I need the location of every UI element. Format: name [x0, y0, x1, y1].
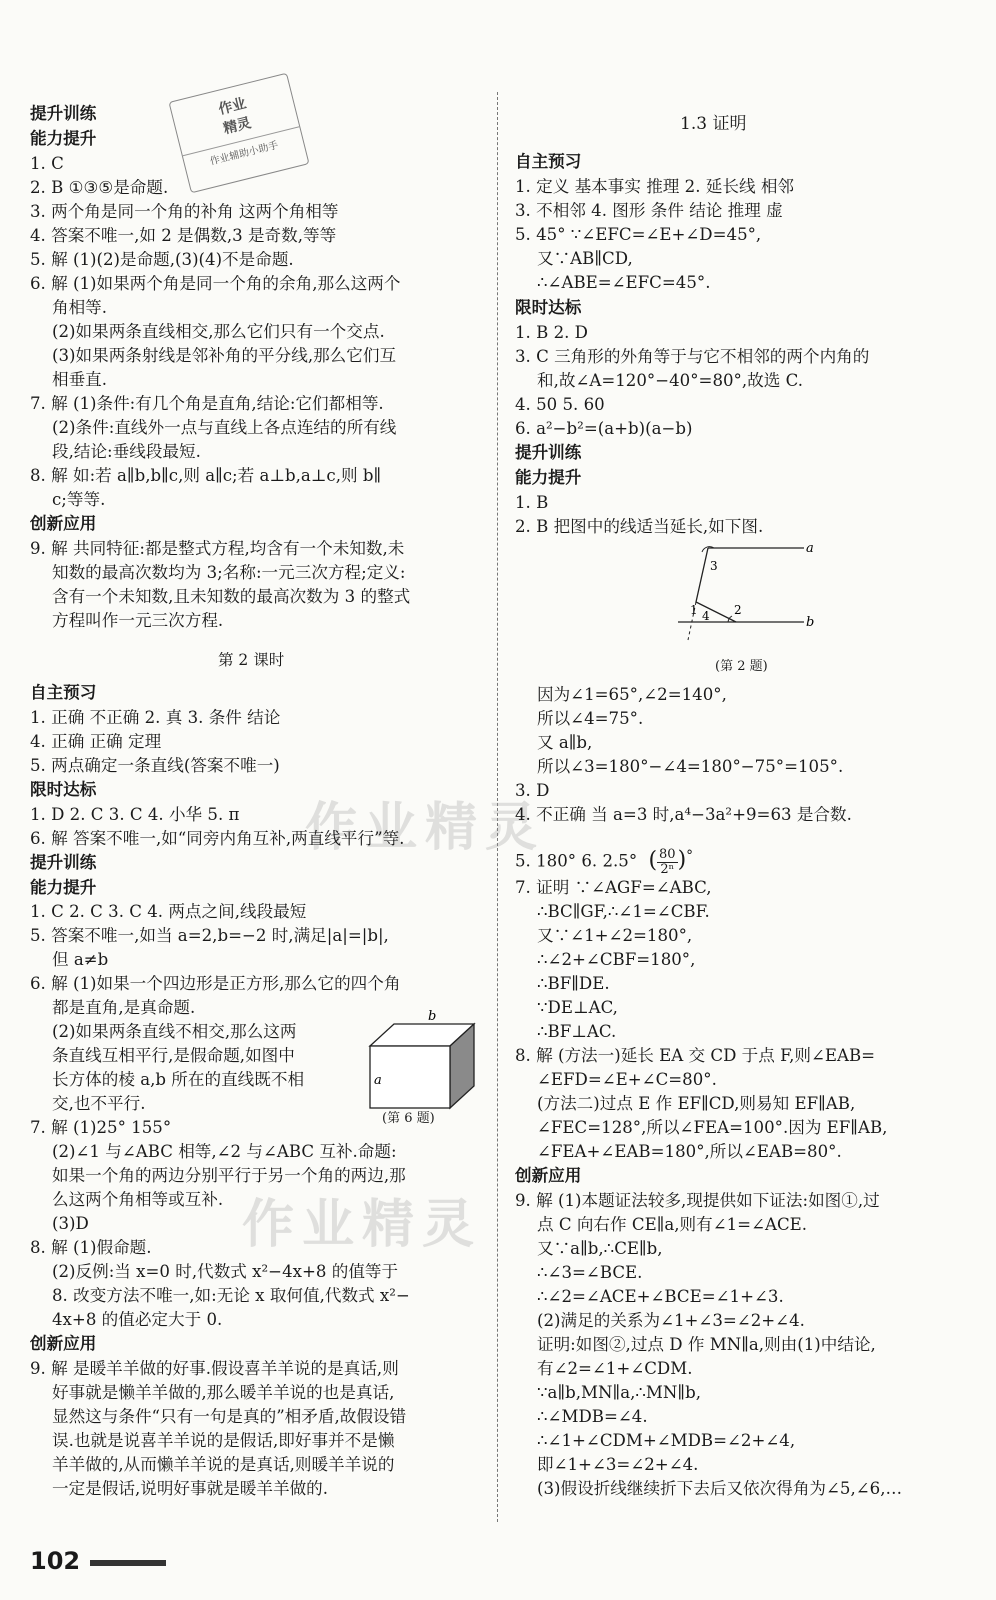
- answer-line: 知数的最高次数均为 3;名称:一元三次方程;定义:: [52, 563, 406, 582]
- fig2-label-a: a: [806, 541, 814, 556]
- answer-line: 1. C: [30, 154, 64, 173]
- answer-line: ∵DE⊥AC,: [537, 998, 618, 1017]
- answer-line: (方法二)过点 E 作 EF∥CD,则易知 EF∥AB,: [537, 1094, 856, 1113]
- answer-line: ∵a∥b,MN∥a,∴MN∥b,: [537, 1383, 701, 1402]
- answer-line: 3. 两个角是同一个角的补角 这两个角相等: [30, 202, 339, 221]
- answer-line: 9. 解 是暖羊羊做的好事.假设喜羊羊说的是真话,则: [30, 1359, 399, 1378]
- answer-line: 7. 证明 ∵∠AGF=∠ABC,: [515, 878, 712, 897]
- heading-nengli: 能力提升: [515, 468, 582, 487]
- answer-line: (2)如果两条直线相交,那么它们只有一个交点.: [52, 322, 385, 341]
- answer-line: 羊羊做的,从而懒羊羊说的是真话,则暖羊羊说的: [52, 1455, 395, 1474]
- answer-line: ∠EFD=∠E+∠C=80°.: [537, 1070, 717, 1089]
- answer-line: (2)条件:直线外一点与直线上各点连结的所有线: [52, 418, 397, 437]
- answer-line: 么这两个角相等或互补.: [52, 1190, 224, 1209]
- answer-line: 5. 45° ∵∠EFC=∠E+∠D=45°,: [515, 225, 762, 244]
- answer-line: 所以∠4=75°.: [537, 709, 644, 728]
- figure-cuboid: [362, 1008, 484, 1120]
- answer-line: ∠FEA+∠EAB=180°,所以∠EAB=80°.: [537, 1142, 842, 1161]
- answer-line: 8. 解 (方法一)延长 EA 交 CD 于点 F,则∠EAB=: [515, 1046, 876, 1065]
- answer-line: 8. 解 如:若 a∥b,b∥c,则 a∥c;若 a⊥b,a⊥c,则 b∥: [30, 466, 382, 485]
- answer-line: c;等等.: [52, 490, 106, 509]
- page-number: 102: [30, 1547, 81, 1575]
- heading-tisheng: 提升训练: [515, 443, 582, 462]
- answer-line: ∴∠1+∠CDM+∠MDB=∠2+∠4,: [537, 1431, 796, 1450]
- answer-line: 9. 解 共同特征:都是整式方程,均含有一个未知数,未: [30, 539, 405, 558]
- answer-line: 又∵AB∥CD,: [537, 249, 633, 268]
- answer-line: 6. 解 (1)如果一个四边形是正方形,那么它的四个角: [30, 974, 401, 993]
- answer-line: 因为∠1=65°,∠2=140°,: [537, 685, 727, 704]
- answer-line: 3. C 三角形的外角等于与它不相邻的两个内角的: [515, 347, 870, 366]
- answer-line: 显然这与条件“只有一句是真的”相矛盾,故假设错: [52, 1407, 407, 1426]
- answer-line: 如果一个角的两边分别平行于另一个角的两边,那: [52, 1166, 406, 1185]
- heading-zizhu: 自主预习: [515, 152, 582, 171]
- answer-line: 6. a²−b²=(a+b)(a−b): [515, 419, 693, 438]
- answer-line: (2)满足的关系为∠1+∠3=∠2+∠4.: [537, 1311, 805, 1330]
- paren-open: (: [648, 847, 658, 873]
- page-number-rule: [90, 1560, 166, 1566]
- fig6-label-a: a: [374, 1073, 382, 1088]
- heading-chuangxin: 创新应用: [30, 1334, 97, 1353]
- answer-line: 又∵∠1+∠2=180°,: [537, 926, 693, 945]
- fig6-caption: (第 6 题): [382, 1111, 435, 1126]
- fig2-angle-2: 2: [734, 603, 742, 617]
- section-title-lesson2: 第 2 课时: [218, 651, 285, 669]
- answer-line: 角相等.: [52, 298, 108, 317]
- answer-line: 4. 正确 正确 定理: [30, 732, 162, 751]
- answer-line: 长方体的棱 a,b 所在的直线既不相: [52, 1070, 305, 1089]
- answer-line: ∴∠ABE=∠EFC=45°.: [537, 273, 711, 292]
- stamp-line3: 作业辅助小助手: [183, 126, 304, 173]
- answer-line: 1. 定义 基本事实 推理 2. 延长线 相邻: [515, 177, 795, 196]
- answer-line: ∴∠2=∠ACE+∠BCE=∠1+∠3.: [537, 1287, 784, 1306]
- degree-mark: °: [686, 848, 694, 864]
- answer-line: (3)假设折线继续折下去后又依次得角为∠5,∠6,…: [537, 1479, 903, 1498]
- answer-line: 一定是假话,说明好事就是暖羊羊做的.: [52, 1479, 329, 1498]
- answer-text: 5. 180° 6. 2.5°: [515, 851, 638, 871]
- answer-line: (3)如果两条射线是邻补角的平分线,那么它们互: [52, 346, 397, 365]
- answer-line: 和,故∠A=120°−40°=80°,故选 C.: [537, 371, 803, 390]
- fig2-angle-4: 4: [702, 609, 710, 623]
- answer-line: ∠FEC=128°,所以∠FEA=100°.因为 EF∥AB,: [537, 1118, 888, 1137]
- answer-line: 含有一个未知数,且未知数的最高次数为 3 的整式: [52, 587, 411, 606]
- answer-line: 方程叫作一元三次方程.: [52, 611, 224, 630]
- answer-line: 所以∠3=180°−∠4=180°−75°=105°.: [537, 757, 844, 776]
- answer-line: 3. 不相邻 4. 图形 条件 结论 推理 虚: [515, 201, 783, 220]
- answer-line: 8. 解 (1)假命题.: [30, 1238, 152, 1257]
- answer-line: (2)反例:当 x=0 时,代数式 x²−4x+8 的值等于: [52, 1262, 399, 1281]
- answer-line: 即∠1+∠3=∠2+∠4.: [537, 1455, 699, 1474]
- answer-line: ∴∠3=∠BCE.: [537, 1263, 643, 1282]
- answer-line: 1. B: [515, 493, 549, 512]
- answer-line: 误.也就是说喜羊羊说的是假话,即好事并不是懒: [52, 1431, 395, 1450]
- fraction-denominator: 2ⁿ: [660, 861, 675, 877]
- answer-line: 2. B ①③⑤是命题.: [30, 178, 169, 197]
- answer-line: 5. 解 (1)(2)是命题,(3)(4)不是命题.: [30, 250, 294, 269]
- answer-line: 好事就是懒羊羊做的,那么暖羊羊说的也是真话,: [52, 1383, 395, 1402]
- heading-zizhu: 自主预习: [30, 683, 97, 702]
- answer-line: 1. C 2. C 3. C 4. 两点之间,线段最短: [30, 902, 307, 921]
- watermark-left: 作业精灵: [305, 797, 546, 858]
- answer-line: 4x+8 的值必定大于 0.: [52, 1310, 223, 1329]
- answer-line: 6. 解 答案不唯一,如“同旁内角互补,两直线平行”等.: [30, 829, 405, 848]
- answer-line: ∴BF⊥AC.: [537, 1022, 617, 1041]
- answer-line: 1. D 2. C 3. C 4. 小华 5. π: [30, 805, 240, 824]
- answer-line: ∴∠MDB=∠4.: [537, 1407, 648, 1426]
- heading-tisheng: 提升训练: [30, 104, 97, 123]
- answer-line: 交,也不平行.: [52, 1094, 146, 1113]
- answer-line: 7. 解 (1)25° 155°: [30, 1118, 172, 1137]
- fraction: [657, 848, 678, 877]
- heading-xianshi: 限时达标: [30, 780, 97, 799]
- answer-line: 但 a≠b: [52, 950, 109, 969]
- answer-line: 条直线互相平行,是假命题,如图中: [52, 1046, 295, 1065]
- answer-line: [515, 838, 693, 880]
- fraction-numerator: 80: [659, 846, 676, 862]
- watermark-bottom-left: 作业精灵: [242, 1194, 483, 1255]
- fig2-angle-1: 1: [690, 603, 698, 617]
- answer-line: 4. 50 5. 60: [515, 395, 605, 414]
- answer-line: 6. 解 (1)如果两个角是同一个角的余角,那么这两个: [30, 274, 401, 293]
- answer-line: 8. 改变方法不唯一,如:无论 x 取何值,代数式 x²−: [52, 1286, 410, 1305]
- answer-line: 都是直角,是真命题.: [52, 998, 196, 1017]
- answer-line: 9. 解 (1)本题证法较多,现提供如下证法:如图①,过: [515, 1191, 880, 1210]
- answer-line: 点 C 向右作 CE∥a,则有∠1=∠ACE.: [537, 1215, 808, 1234]
- paren-close: ): [677, 847, 687, 873]
- fig6-label-b: b: [428, 1009, 437, 1024]
- answer-line: ∴BC∥GF,∴∠1=∠CBF.: [537, 902, 710, 921]
- stamp-line2: 精灵: [221, 115, 253, 138]
- answer-line: 段,结论:垂线段最短.: [52, 442, 201, 461]
- answer-line: 相垂直.: [52, 370, 108, 389]
- answer-line: 1. B 2. D: [515, 323, 588, 342]
- heading-nengli: 能力提升: [30, 129, 97, 148]
- answer-line: 4. 答案不唯一,如 2 是偶数,3 是奇数,等等: [30, 226, 337, 245]
- answer-line: (2)如果两条直线不相交,那么这两: [52, 1022, 297, 1041]
- answer-line: 又∵a∥b,∴CE∥b,: [537, 1239, 663, 1258]
- heading-chuangxin: 创新应用: [30, 514, 97, 533]
- fig2-angle-3: 3: [710, 559, 718, 573]
- heading-xianshi: 限时达标: [515, 298, 582, 317]
- heading-chuangxin: 创新应用: [515, 1166, 582, 1185]
- answer-line: (3)D: [52, 1214, 89, 1233]
- heading-nengli: 能力提升: [30, 878, 97, 897]
- heading-tisheng: 提升训练: [30, 853, 97, 872]
- fig2-label-b: b: [806, 615, 815, 630]
- answer-line: 5. 两点确定一条直线(答案不唯一): [30, 756, 280, 775]
- answer-line: ∴∠2+∠CBF=180°,: [537, 950, 696, 969]
- answer-line: 3. D: [515, 781, 550, 800]
- answer-line: 证明:如图②,过点 D 作 MN∥a,则由(1)中结论,: [537, 1335, 876, 1354]
- figure-parallel-lines: [672, 540, 832, 652]
- stamp-line1: 作业: [216, 95, 248, 118]
- answer-line: 1. 正确 不正确 2. 真 3. 条件 结论: [30, 708, 281, 727]
- answer-line: 7. 解 (1)条件:有几个角是直角,结论:它们都相等.: [30, 394, 384, 413]
- answer-line: 4. 不正确 当 a=3 时,a⁴−3a²+9=63 是合数.: [515, 805, 852, 824]
- answer-line: ∴BF∥DE.: [537, 974, 610, 993]
- section-title: 1.3 证明: [680, 114, 747, 134]
- answer-line: 2. B 把图中的线适当延长,如下图.: [515, 517, 764, 536]
- stamp-logo: [168, 73, 309, 194]
- answer-line: 5. 答案不唯一,如当 a=2,b=−2 时,满足|a|=|b|,: [30, 926, 389, 945]
- answer-line: (2)∠1 与∠ABC 相等,∠2 与∠ABC 互补.命题:: [52, 1142, 397, 1161]
- answer-line: 有∠2=∠1+∠CDM.: [537, 1359, 693, 1378]
- answer-line: 又 a∥b,: [537, 733, 593, 752]
- fig2-caption: (第 2 题): [715, 659, 768, 674]
